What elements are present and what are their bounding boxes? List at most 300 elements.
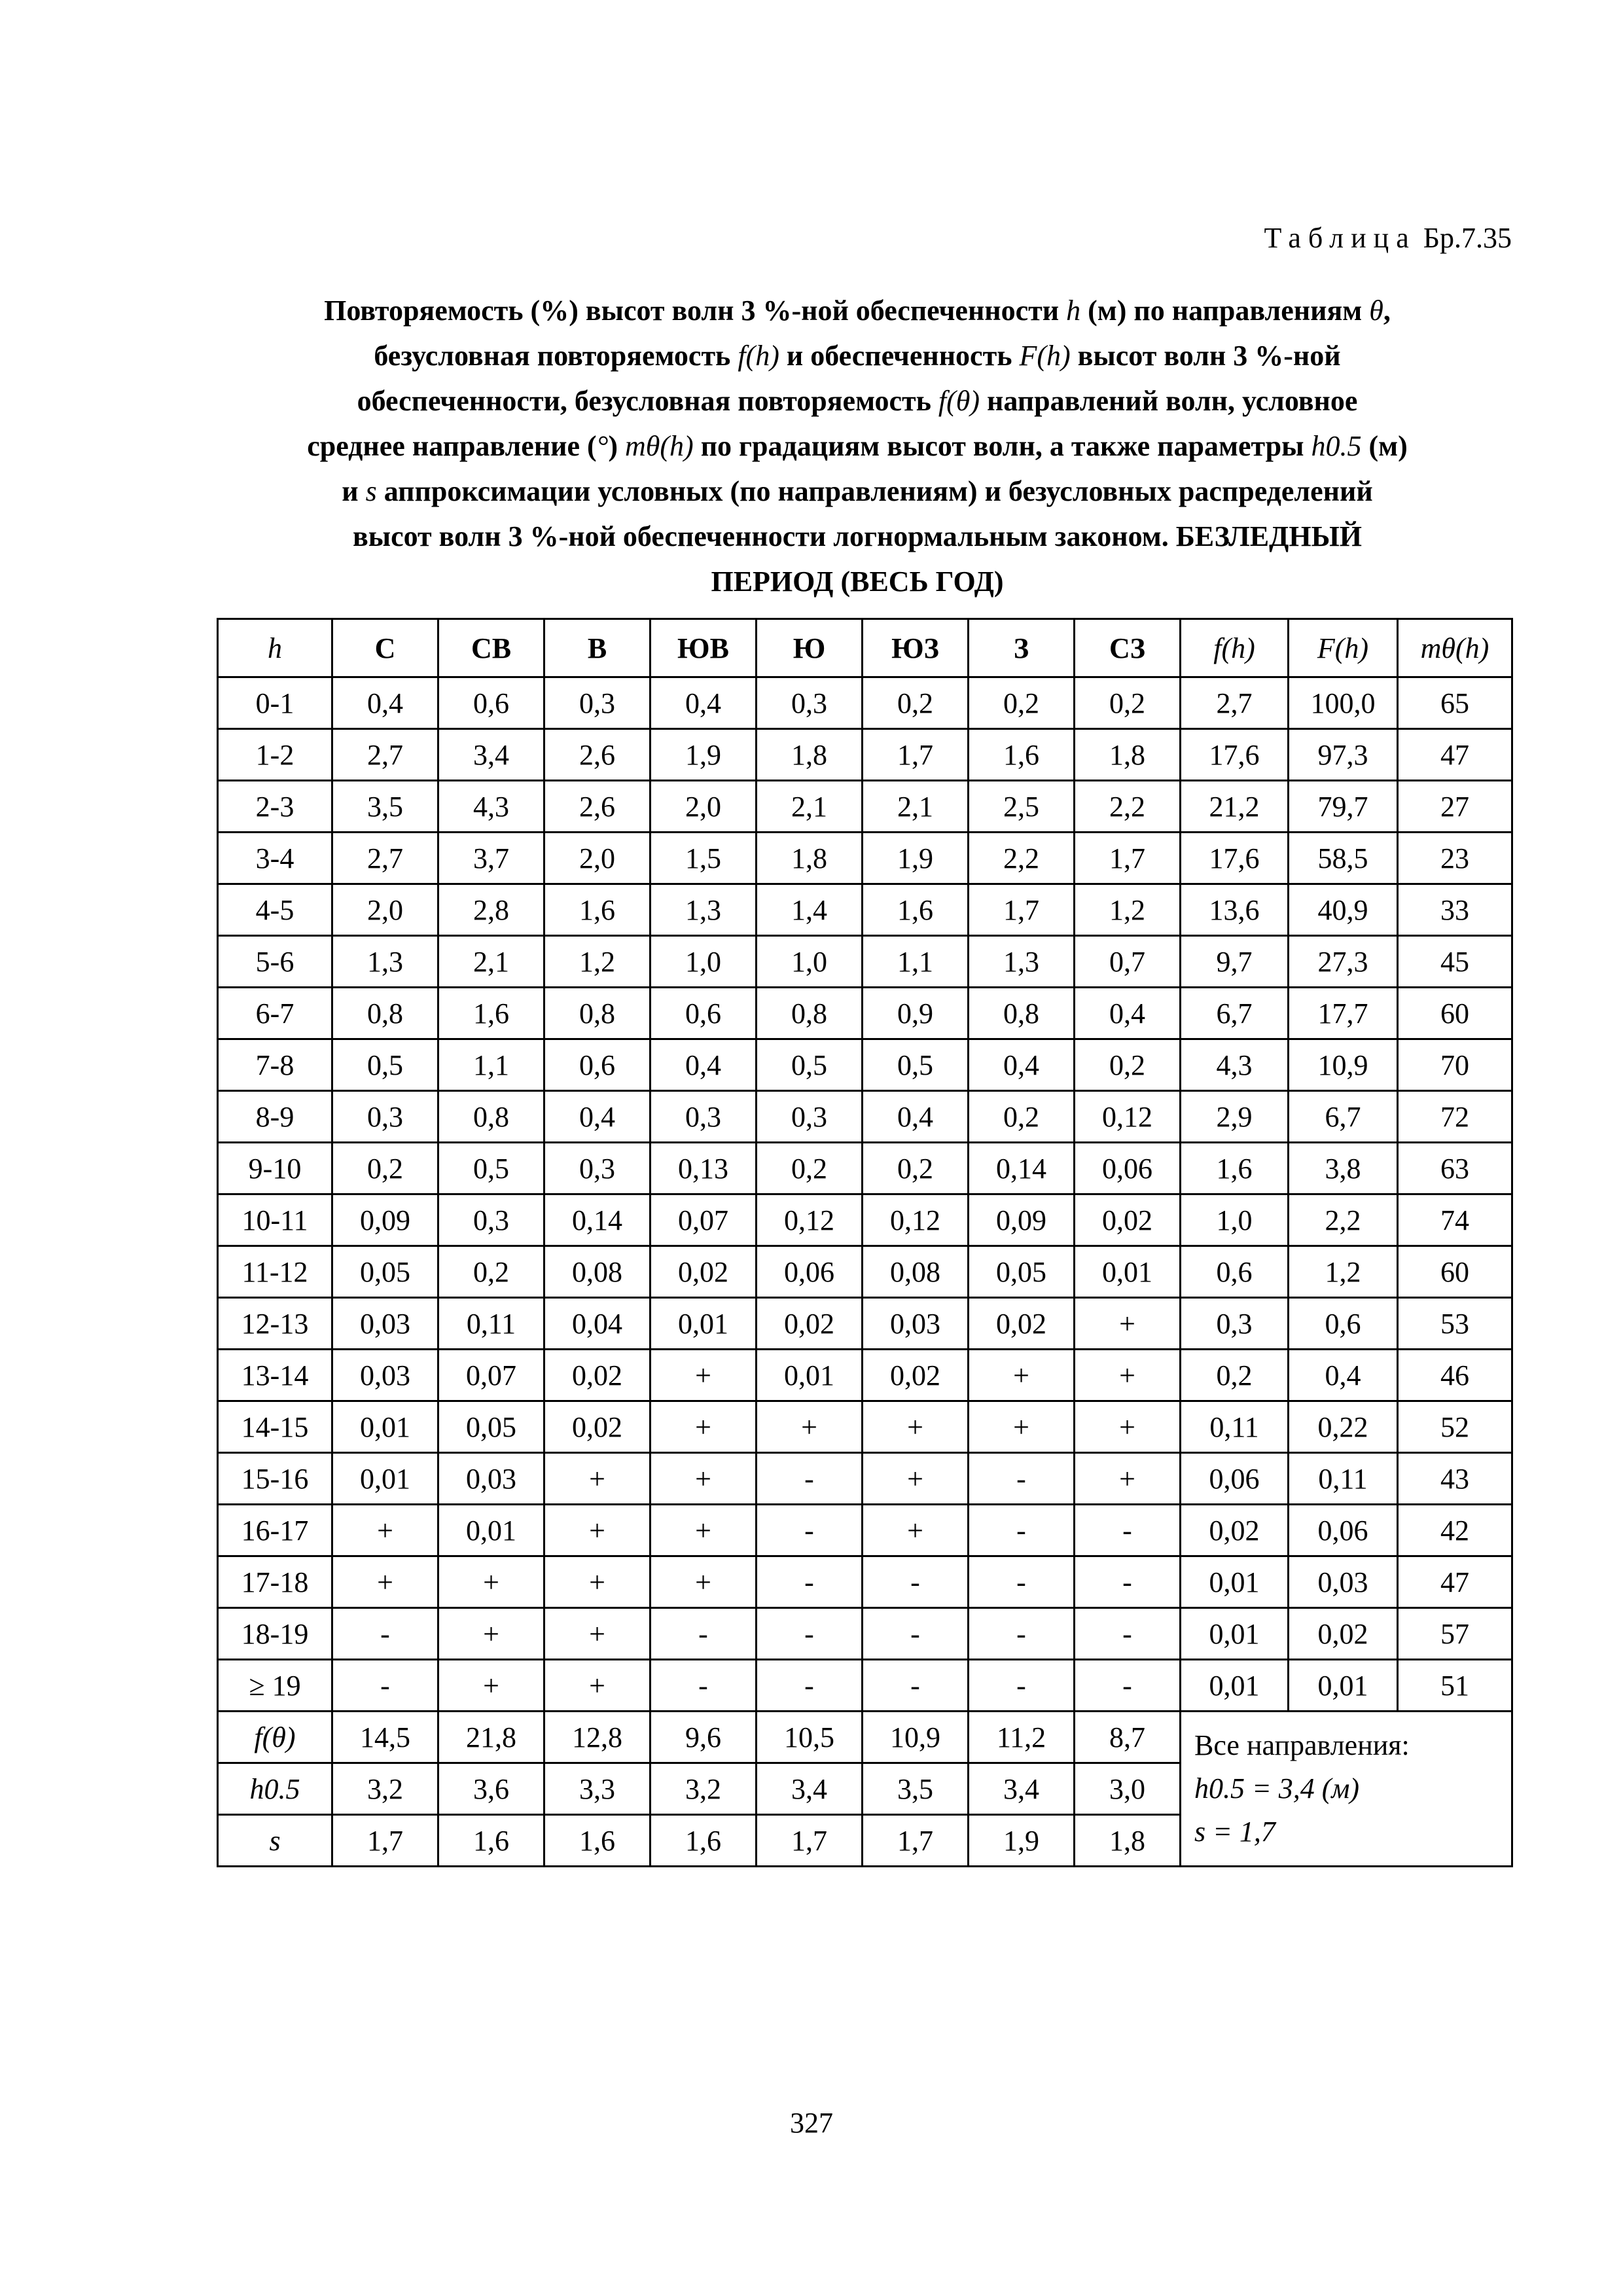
- table-cell: 1,0: [651, 936, 757, 988]
- caption-line-1: Повторяемость (%) высот волн 3 %-ной обеспеченности h (м) по направлениям θ,: [324, 295, 1391, 327]
- row-height-range: 15-16: [218, 1453, 332, 1505]
- table-cell: 2,6: [544, 729, 651, 781]
- table-cell: 1,8: [1075, 729, 1181, 781]
- table-cell: 1,6: [544, 884, 651, 936]
- table-cell: 100,0: [1289, 677, 1398, 729]
- table-label-word: Таблица: [1264, 222, 1416, 254]
- table-cell: 1,4: [757, 884, 863, 936]
- table-row: [218, 1453, 1512, 1505]
- row-height-range: 7-8: [218, 1039, 332, 1091]
- table-cell: 0,11: [1181, 1401, 1289, 1453]
- table-cell: 0,11: [1289, 1453, 1398, 1505]
- table-cell: 1,0: [1181, 1194, 1289, 1246]
- table-cell: 0,2: [757, 1143, 863, 1194]
- table-cell: 0,06: [757, 1246, 863, 1298]
- table-cell: +: [438, 1660, 544, 1712]
- table-row: [218, 1039, 1512, 1091]
- caption-line-7: ПЕРИОД (ВЕСЬ ГОД): [711, 565, 1004, 598]
- table-cell: 0,08: [544, 1246, 651, 1298]
- table-row: [218, 1350, 1512, 1401]
- table-cell: 1,6: [438, 1815, 544, 1867]
- table-cell: 0,09: [332, 1194, 438, 1246]
- table-cell: 0,13: [651, 1143, 757, 1194]
- table-cell: -: [863, 1556, 969, 1608]
- table-cell: 12,8: [544, 1712, 651, 1763]
- table-cell: 1,6: [969, 729, 1075, 781]
- row-height-range: 18-19: [218, 1608, 332, 1660]
- table-cell: +: [544, 1453, 651, 1505]
- table-cell: -: [332, 1608, 438, 1660]
- table-cell: 1,8: [1075, 1815, 1181, 1867]
- table-cell: 0,2: [863, 1143, 969, 1194]
- table-cell: 0,08: [863, 1246, 969, 1298]
- table-cell: 3,7: [438, 833, 544, 884]
- table-cell: 2,0: [544, 833, 651, 884]
- row-height-range: 10-11: [218, 1194, 332, 1246]
- footer-row-f-theta: [218, 1712, 1512, 1763]
- table-cell: 0,02: [863, 1350, 969, 1401]
- table-cell: 0,03: [863, 1298, 969, 1350]
- table-cell: 0,4: [651, 1039, 757, 1091]
- table-cell: +: [544, 1608, 651, 1660]
- table-cell: 0,03: [438, 1453, 544, 1505]
- table-cell: 3,5: [332, 781, 438, 833]
- table-cell: 0,11: [438, 1298, 544, 1350]
- row-height-range: ≥ 19: [218, 1660, 332, 1712]
- table-cell: 1,2: [544, 936, 651, 988]
- table-row: [218, 833, 1512, 884]
- table-cell: 0,4: [544, 1091, 651, 1143]
- summary-h05: h0.5 = 3,4 (м): [1194, 1772, 1360, 1804]
- header-n: С: [332, 619, 438, 677]
- table-row: [218, 1091, 1512, 1143]
- table-cell: 0,02: [1075, 1194, 1181, 1246]
- table-cell: 0,4: [332, 677, 438, 729]
- table-cell: 0,05: [969, 1246, 1075, 1298]
- table-cell: 74: [1398, 1194, 1512, 1246]
- table-cell: 0,2: [969, 1091, 1075, 1143]
- table-cell: 1,3: [332, 936, 438, 988]
- table-cell: 2,1: [863, 781, 969, 833]
- table-cell: 1,6: [863, 884, 969, 936]
- footer-label: s: [218, 1815, 332, 1867]
- table-cell: 1,9: [969, 1815, 1075, 1867]
- table-cell: 0,3: [651, 1091, 757, 1143]
- table-cell: 0,6: [1289, 1298, 1398, 1350]
- table-cell: 3,2: [651, 1763, 757, 1815]
- table-row: [218, 1401, 1512, 1453]
- table-cell: +: [651, 1505, 757, 1556]
- table-cell: 14,5: [332, 1712, 438, 1763]
- table-cell: 0,4: [1289, 1350, 1398, 1401]
- table-cell: 3,5: [863, 1763, 969, 1815]
- table-cell: +: [863, 1453, 969, 1505]
- table-cell: 1,7: [969, 884, 1075, 936]
- table-cell: 33: [1398, 884, 1512, 936]
- table-row: [218, 1505, 1512, 1556]
- header-sw: ЮЗ: [863, 619, 969, 677]
- table-cell: 0,02: [651, 1246, 757, 1298]
- table-cell: 0,09: [969, 1194, 1075, 1246]
- row-height-range: 13-14: [218, 1350, 332, 1401]
- wave-height-table: [217, 618, 1513, 1867]
- table-cell: 0,02: [1181, 1505, 1289, 1556]
- table-cell: 0,22: [1289, 1401, 1398, 1453]
- table-cell: 1,2: [1075, 884, 1181, 936]
- table-cell: 0,03: [332, 1298, 438, 1350]
- table-cell: +: [1075, 1298, 1181, 1350]
- table-cell: 0,02: [1289, 1608, 1398, 1660]
- header-f-h: f(h): [1181, 619, 1289, 677]
- table-cell: +: [969, 1401, 1075, 1453]
- row-height-range: 6-7: [218, 988, 332, 1039]
- table-cell: 21,8: [438, 1712, 544, 1763]
- table-cell: 0,06: [1289, 1505, 1398, 1556]
- table-cell: 0,06: [1181, 1453, 1289, 1505]
- table-cell: -: [969, 1505, 1075, 1556]
- table-cell: 40,9: [1289, 884, 1398, 936]
- table-cell: 0,4: [969, 1039, 1075, 1091]
- summary-all-directions: [1181, 1712, 1512, 1867]
- table-cell: 3,4: [969, 1763, 1075, 1815]
- row-height-range: 17-18: [218, 1556, 332, 1608]
- caption-line-4: среднее направление (°) mθ(h) по градациям высот волн, а также параметры h0.5 (м): [307, 430, 1408, 462]
- row-height-range: 5-6: [218, 936, 332, 988]
- table-cell: +: [757, 1401, 863, 1453]
- table-cell: +: [863, 1505, 969, 1556]
- table-cell: 3,3: [544, 1763, 651, 1815]
- table-cell: +: [651, 1401, 757, 1453]
- table-cell: -: [651, 1660, 757, 1712]
- table-cell: 1,1: [863, 936, 969, 988]
- row-height-range: 1-2: [218, 729, 332, 781]
- table-cell: 11,2: [969, 1712, 1075, 1763]
- header-h: h: [218, 619, 332, 677]
- table-cell: 0,01: [332, 1401, 438, 1453]
- table-cell: 47: [1398, 1556, 1512, 1608]
- table-row: [218, 729, 1512, 781]
- table-cell: 3,2: [332, 1763, 438, 1815]
- table-cell: 0,3: [332, 1091, 438, 1143]
- table-cell: 0,2: [332, 1143, 438, 1194]
- table-cell: 13,6: [1181, 884, 1289, 936]
- table-cell: +: [544, 1660, 651, 1712]
- table-cell: -: [1075, 1660, 1181, 1712]
- table-label: [1264, 221, 1512, 255]
- table-cell: 2,7: [332, 729, 438, 781]
- table-cell: 0,14: [969, 1143, 1075, 1194]
- table-row: [218, 988, 1512, 1039]
- table-cell: 17,7: [1289, 988, 1398, 1039]
- header-nw: СЗ: [1075, 619, 1181, 677]
- table-cell: 0,6: [651, 988, 757, 1039]
- table-cell: 0,12: [757, 1194, 863, 1246]
- table-cell: 1,9: [863, 833, 969, 884]
- table-cell: 45: [1398, 936, 1512, 988]
- table-cell: 2,0: [332, 884, 438, 936]
- row-height-range: 0-1: [218, 677, 332, 729]
- table-cell: 0,02: [969, 1298, 1075, 1350]
- table-cell: 3,6: [438, 1763, 544, 1815]
- table-cell: +: [332, 1556, 438, 1608]
- table-cell: 0,01: [438, 1505, 544, 1556]
- table-footer: [218, 1712, 1512, 1867]
- table-cell: 2,1: [438, 936, 544, 988]
- caption-line-3: обеспеченности, безусловная повторяемость f(θ) направлений волн, условное: [357, 385, 1358, 417]
- table-cell: 4,3: [438, 781, 544, 833]
- row-height-range: 16-17: [218, 1505, 332, 1556]
- table-cell: 53: [1398, 1298, 1512, 1350]
- table-cell: 1,7: [757, 1815, 863, 1867]
- table-cell: +: [863, 1401, 969, 1453]
- table-cell: 0,01: [757, 1350, 863, 1401]
- header-w: З: [969, 619, 1075, 677]
- table-cell: +: [544, 1505, 651, 1556]
- table-cell: 0,2: [438, 1246, 544, 1298]
- table-cell: 0,8: [969, 988, 1075, 1039]
- table-cell: 0,07: [651, 1194, 757, 1246]
- table-cell: 0,7: [1075, 936, 1181, 988]
- table-cell: 0,01: [1075, 1246, 1181, 1298]
- row-height-range: 3-4: [218, 833, 332, 884]
- table-cell: 2,7: [332, 833, 438, 884]
- table-cell: 79,7: [1289, 781, 1398, 833]
- table-cell: 0,3: [544, 1143, 651, 1194]
- table-cell: -: [1075, 1556, 1181, 1608]
- table-cell: -: [969, 1556, 1075, 1608]
- table-cell: 23: [1398, 833, 1512, 884]
- table-cell: 2,1: [757, 781, 863, 833]
- caption-line-6: высот волн 3 %-ной обеспеченности логнормальным законом. БЕЗЛЕДНЫЙ: [352, 520, 1363, 552]
- table-cell: -: [969, 1453, 1075, 1505]
- header-row: [218, 619, 1512, 677]
- table-cell: 9,7: [1181, 936, 1289, 988]
- table-cell: 1,6: [651, 1815, 757, 1867]
- table-cell: 2,5: [969, 781, 1075, 833]
- table-cell: 0,2: [863, 677, 969, 729]
- table-cell: -: [863, 1660, 969, 1712]
- table-cell: 3,4: [438, 729, 544, 781]
- table-cell: 0,6: [544, 1039, 651, 1091]
- table-cell: 1,1: [438, 1039, 544, 1091]
- table-cell: 0,01: [1181, 1660, 1289, 1712]
- table-cell: 0,3: [1181, 1298, 1289, 1350]
- table-cell: 1,9: [651, 729, 757, 781]
- table-cell: 97,3: [1289, 729, 1398, 781]
- footer-label: f(θ): [218, 1712, 332, 1763]
- table-cell: 0,6: [1181, 1246, 1289, 1298]
- table-cell: 1,8: [757, 833, 863, 884]
- header-cap-f-h: F(h): [1289, 619, 1398, 677]
- table-cell: 3,8: [1289, 1143, 1398, 1194]
- table-cell: -: [1075, 1608, 1181, 1660]
- table-cell: 0,12: [863, 1194, 969, 1246]
- table-cell: 0,4: [651, 677, 757, 729]
- table-cell: 1,7: [863, 1815, 969, 1867]
- table-cell: 0,5: [438, 1143, 544, 1194]
- table-cell: 0,01: [651, 1298, 757, 1350]
- caption-line-5: и s аппроксимации условных (по направлениям) и безусловных распределений: [342, 475, 1373, 507]
- table-row: [218, 677, 1512, 729]
- table-row: [218, 781, 1512, 833]
- table-cell: 0,5: [332, 1039, 438, 1091]
- table-cell: -: [757, 1608, 863, 1660]
- table-header: [218, 619, 1512, 677]
- row-height-range: 14-15: [218, 1401, 332, 1453]
- table-cell: 0,01: [332, 1453, 438, 1505]
- table-cell: -: [651, 1608, 757, 1660]
- table-cell: 0,01: [1289, 1660, 1398, 1712]
- table-cell: 70: [1398, 1039, 1512, 1091]
- table-cell: 6,7: [1181, 988, 1289, 1039]
- table-cell: +: [1075, 1401, 1181, 1453]
- table-cell: 0,12: [1075, 1091, 1181, 1143]
- table-cell: 2,0: [651, 781, 757, 833]
- table-cell: 0,01: [1181, 1608, 1289, 1660]
- table-cell: 2,2: [1075, 781, 1181, 833]
- table-row: [218, 1143, 1512, 1194]
- table-cell: 42: [1398, 1505, 1512, 1556]
- table-cell: 0,02: [757, 1298, 863, 1350]
- table-cell: 4,3: [1181, 1039, 1289, 1091]
- table-cell: 0,5: [863, 1039, 969, 1091]
- header-ne: СВ: [438, 619, 544, 677]
- table-cell: 0,2: [1181, 1350, 1289, 1401]
- table-cell: 43: [1398, 1453, 1512, 1505]
- table-row: [218, 936, 1512, 988]
- table-cell: 0,04: [544, 1298, 651, 1350]
- table-row: [218, 1660, 1512, 1712]
- table-cell: 0,02: [544, 1401, 651, 1453]
- table-cell: 46: [1398, 1350, 1512, 1401]
- table-cell: 1,6: [544, 1815, 651, 1867]
- table-cell: 0,8: [757, 988, 863, 1039]
- table-cell: -: [757, 1660, 863, 1712]
- page-number: 327: [790, 2107, 833, 2139]
- table-cell: 0,8: [438, 1091, 544, 1143]
- table-row: [218, 1246, 1512, 1298]
- table-row: [218, 1194, 1512, 1246]
- table-cell: 0,5: [757, 1039, 863, 1091]
- table-cell: 63: [1398, 1143, 1512, 1194]
- table-cell: +: [1075, 1350, 1181, 1401]
- table-cell: 1,6: [438, 988, 544, 1039]
- table-cell: 10,9: [863, 1712, 969, 1763]
- table-cell: +: [332, 1505, 438, 1556]
- table-cell: 1,2: [1289, 1246, 1398, 1298]
- table-row: [218, 1608, 1512, 1660]
- table-cell: 0,01: [1181, 1556, 1289, 1608]
- table-cell: 0,03: [332, 1350, 438, 1401]
- table-cell: 0,2: [1075, 677, 1181, 729]
- table-cell: 0,8: [544, 988, 651, 1039]
- row-height-range: 12-13: [218, 1298, 332, 1350]
- table-cell: 1,3: [969, 936, 1075, 988]
- table-cell: +: [438, 1556, 544, 1608]
- table-cell: 17,6: [1181, 729, 1289, 781]
- table-cell: 60: [1398, 988, 1512, 1039]
- table-cell: 10,9: [1289, 1039, 1398, 1091]
- table-cell: -: [757, 1453, 863, 1505]
- row-height-range: 2-3: [218, 781, 332, 833]
- table-cell: +: [651, 1350, 757, 1401]
- table-cell: 3,4: [757, 1763, 863, 1815]
- table-cell: 2,6: [544, 781, 651, 833]
- table-cell: 27: [1398, 781, 1512, 833]
- table-cell: 9,6: [651, 1712, 757, 1763]
- table-cell: 6,7: [1289, 1091, 1398, 1143]
- table-caption: [209, 288, 1505, 604]
- table-cell: 0,07: [438, 1350, 544, 1401]
- table-body: [218, 677, 1512, 1712]
- table-cell: 0,6: [438, 677, 544, 729]
- table-cell: -: [969, 1660, 1075, 1712]
- table-cell: +: [1075, 1453, 1181, 1505]
- table-cell: 2,8: [438, 884, 544, 936]
- table-cell: 0,03: [1289, 1556, 1398, 1608]
- table-cell: -: [863, 1608, 969, 1660]
- table-cell: 8,7: [1075, 1712, 1181, 1763]
- table-cell: 0,06: [1075, 1143, 1181, 1194]
- table-cell: 0,14: [544, 1194, 651, 1246]
- table-row: [218, 884, 1512, 936]
- table-cell: 27,3: [1289, 936, 1398, 988]
- header-m-theta-h: mθ(h): [1398, 619, 1512, 677]
- table-cell: 60: [1398, 1246, 1512, 1298]
- table-cell: 0,3: [544, 677, 651, 729]
- table-cell: 1,0: [757, 936, 863, 988]
- table-cell: +: [651, 1453, 757, 1505]
- table-cell: 0,2: [969, 677, 1075, 729]
- footer-label: h0.5: [218, 1763, 332, 1815]
- table-row: [218, 1556, 1512, 1608]
- table-cell: 0,2: [1075, 1039, 1181, 1091]
- header-se: ЮВ: [651, 619, 757, 677]
- summary-title: Все направления:: [1194, 1729, 1410, 1761]
- table-cell: +: [438, 1608, 544, 1660]
- table-cell: -: [969, 1608, 1075, 1660]
- row-height-range: 9-10: [218, 1143, 332, 1194]
- table-row: [218, 1298, 1512, 1350]
- table-cell: 1,8: [757, 729, 863, 781]
- table-cell: 1,5: [651, 833, 757, 884]
- table-cell: 1,7: [332, 1815, 438, 1867]
- table-cell: 72: [1398, 1091, 1512, 1143]
- table-cell: 0,05: [332, 1246, 438, 1298]
- table-cell: 2,7: [1181, 677, 1289, 729]
- table-cell: 10,5: [757, 1712, 863, 1763]
- table-cell: 58,5: [1289, 833, 1398, 884]
- table-cell: 0,4: [1075, 988, 1181, 1039]
- table-cell: 0,3: [438, 1194, 544, 1246]
- table-cell: 1,7: [863, 729, 969, 781]
- table-cell: 0,3: [757, 1091, 863, 1143]
- table-cell: -: [332, 1660, 438, 1712]
- table-cell: 0,02: [544, 1350, 651, 1401]
- table-cell: 0,4: [863, 1091, 969, 1143]
- table-cell: 0,3: [757, 677, 863, 729]
- table-cell: 47: [1398, 729, 1512, 781]
- table-cell: 52: [1398, 1401, 1512, 1453]
- table-cell: -: [757, 1505, 863, 1556]
- row-height-range: 8-9: [218, 1091, 332, 1143]
- row-height-range: 11-12: [218, 1246, 332, 1298]
- table-cell: 57: [1398, 1608, 1512, 1660]
- table-cell: +: [969, 1350, 1075, 1401]
- table-cell: -: [757, 1556, 863, 1608]
- table-cell: +: [544, 1556, 651, 1608]
- table-cell: 1,6: [1181, 1143, 1289, 1194]
